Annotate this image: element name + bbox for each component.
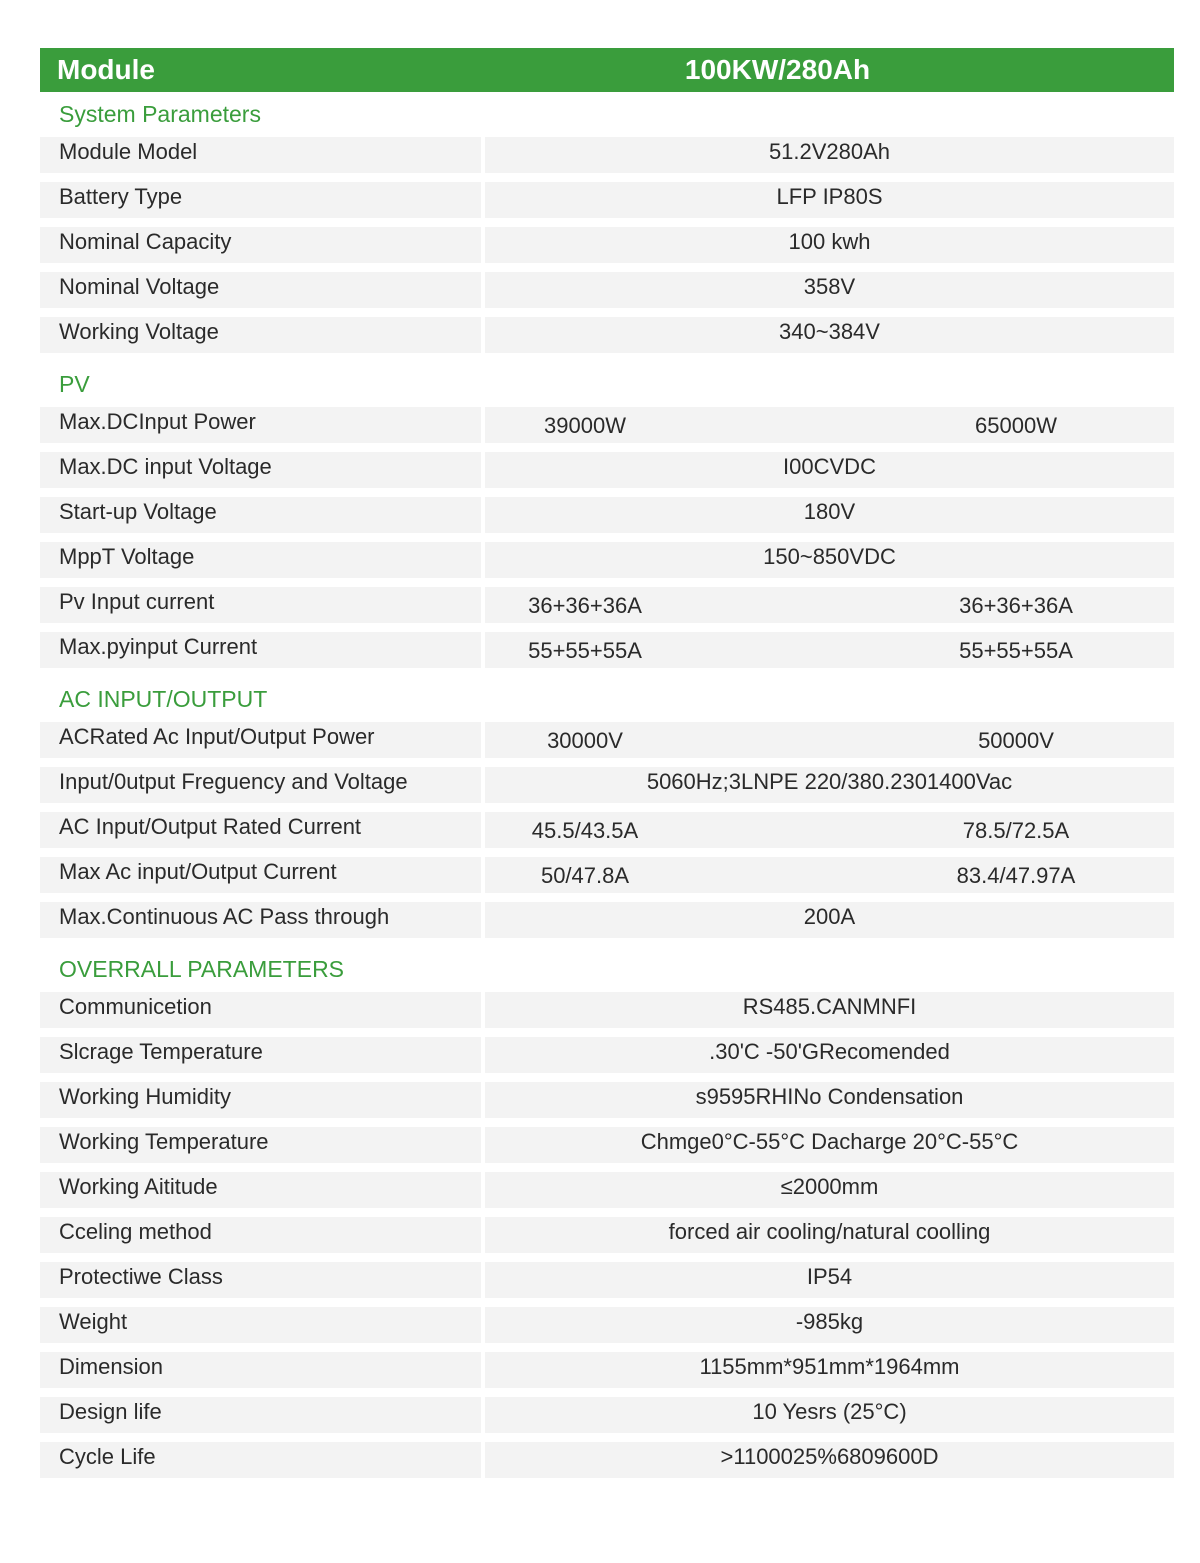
- row-label: Slcrage Temperature: [40, 1037, 481, 1073]
- row-value-first: 30000V: [547, 728, 623, 753]
- table-row: [40, 632, 1174, 677]
- row-value-first: 36+36+36A: [528, 593, 642, 618]
- table-row: [40, 272, 1174, 317]
- table-row: [40, 767, 1174, 812]
- row-label: AC Input/Output Rated Current: [40, 812, 481, 848]
- row-value: ≤2000mm: [485, 1172, 1174, 1208]
- row-value: 10 Yesrs (25°C): [485, 1397, 1174, 1433]
- row-label: Protectiwe Class: [40, 1262, 481, 1298]
- row-label: Cycle Life: [40, 1442, 481, 1478]
- table-row: [40, 1307, 1174, 1352]
- row-label: Start-up Voltage: [40, 497, 481, 533]
- row-value: .30'C -50'GRecomended: [485, 1037, 1174, 1073]
- row-value: [485, 722, 1174, 758]
- row-value-first: 55+55+55A: [528, 638, 642, 663]
- table-row: [40, 452, 1174, 497]
- row-value: LFP IP80S: [485, 182, 1174, 218]
- section-title: System Parameters: [59, 101, 261, 127]
- table-row: [40, 857, 1174, 902]
- row-value-second: 50000V: [978, 728, 1054, 753]
- section-title: PV: [59, 371, 90, 397]
- row-value: IP54: [485, 1262, 1174, 1298]
- row-value: RS485.CANMNFI: [485, 992, 1174, 1028]
- row-label: Module Model: [40, 137, 481, 173]
- section-title: OVERRALL PARAMETERS: [59, 956, 345, 982]
- row-label: Max.Continuous AC Pass through: [40, 902, 481, 938]
- row-label: Max.DCInput Power: [40, 407, 481, 443]
- row-value: 200A: [485, 902, 1174, 938]
- table-row: [40, 1217, 1174, 1262]
- row-label: Dimension: [40, 1352, 481, 1388]
- row-label: ACRated Ac Input/Output Power: [40, 722, 481, 758]
- row-value-first: 45.5/43.5A: [531, 818, 639, 843]
- table-row: [40, 497, 1174, 542]
- row-value-second: 78.5/72.5A: [962, 818, 1070, 843]
- row-value: [485, 632, 1174, 668]
- row-value: [485, 812, 1174, 848]
- row-value-second: 83.4/47.97A: [956, 863, 1076, 888]
- row-value: [485, 857, 1174, 893]
- row-value-first: 39000W: [544, 413, 626, 438]
- row-label: Working Humidity: [40, 1082, 481, 1118]
- row-value: 358V: [485, 272, 1174, 308]
- table-row: [40, 1352, 1174, 1397]
- table-row: [40, 1127, 1174, 1172]
- row-label: Input/0utput Freguency and Voltage: [40, 767, 481, 803]
- table-row: [40, 992, 1174, 1037]
- row-label: Pv Input current: [40, 587, 481, 623]
- row-label: Weight: [40, 1307, 481, 1343]
- row-label: MppT Voltage: [40, 542, 481, 578]
- section-title: AC INPUT/OUTPUT: [59, 686, 268, 712]
- table-row: [40, 1397, 1174, 1442]
- row-value: 51.2V280Ah: [485, 137, 1174, 173]
- row-label: Working Aititude: [40, 1172, 481, 1208]
- table-row: [40, 137, 1174, 182]
- row-value: s9595RHINo Condensation: [485, 1082, 1174, 1118]
- row-value: Chmge0°C-55°C Dacharge 20°C-55°C: [485, 1127, 1174, 1163]
- table-row: [40, 902, 1174, 947]
- row-value-first: 50/47.8A: [540, 863, 630, 888]
- row-value: -985kg: [485, 1307, 1174, 1343]
- row-label: Cceling method: [40, 1217, 481, 1253]
- table-row: [40, 182, 1174, 227]
- row-value-second: 36+36+36A: [959, 593, 1073, 618]
- row-label: Max.DC input Voltage: [40, 452, 481, 488]
- row-value: forced air cooling/natural coolling: [485, 1217, 1174, 1253]
- table-header: [40, 48, 1174, 92]
- row-value: 340~384V: [485, 317, 1174, 353]
- table-row: [40, 1262, 1174, 1307]
- row-label: Working Temperature: [40, 1127, 481, 1163]
- row-value: 150~850VDC: [485, 542, 1174, 578]
- table-row: [40, 587, 1174, 632]
- row-label: Communicetion: [40, 992, 481, 1028]
- table-row: [40, 317, 1174, 362]
- table-body: [40, 92, 1174, 1487]
- row-label: Max Ac input/Output Current: [40, 857, 481, 893]
- table-row: [40, 1172, 1174, 1217]
- row-label: Working Voltage: [40, 317, 481, 353]
- row-value: I00CVDC: [485, 452, 1174, 488]
- table-row: [40, 812, 1174, 857]
- table-row: [40, 1037, 1174, 1082]
- row-value: [485, 407, 1174, 443]
- row-label: Max.pyinput Current: [40, 632, 481, 668]
- row-value: 5060Hz;3LNPE 220/380.2301400Vac: [485, 767, 1174, 803]
- header-module-label: Module: [57, 54, 155, 85]
- header-model-value: 100KW/280Ah: [684, 54, 871, 85]
- table-row: [40, 1082, 1174, 1127]
- row-label: Nominal Capacity: [40, 227, 481, 263]
- row-value: 180V: [485, 497, 1174, 533]
- row-value: 1155mm*951mm*1964mm: [485, 1352, 1174, 1388]
- spec-table: [40, 48, 1174, 1487]
- table-row: [40, 722, 1174, 767]
- row-label: Battery Type: [40, 182, 481, 218]
- table-row: [40, 1442, 1174, 1487]
- row-label: Design life: [40, 1397, 481, 1433]
- row-value-second: 55+55+55A: [959, 638, 1073, 663]
- row-value: 100 kwh: [485, 227, 1174, 263]
- row-value: [485, 587, 1174, 623]
- table-row: [40, 407, 1174, 452]
- row-label: Nominal Voltage: [40, 272, 481, 308]
- table-row: [40, 542, 1174, 587]
- row-value: >1100025%6809600D: [485, 1442, 1174, 1478]
- table-row: [40, 227, 1174, 272]
- row-value-second: 65000W: [975, 413, 1057, 438]
